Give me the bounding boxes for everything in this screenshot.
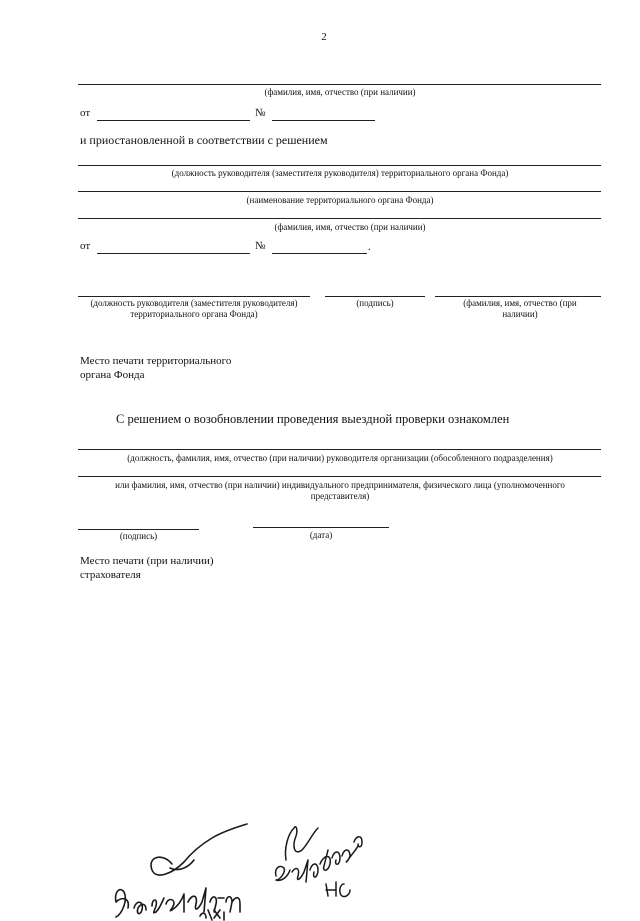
- fio-caption-2: (фамилия, имя, отчество (при наличии): [274, 222, 426, 232]
- fio-line-1: [78, 84, 601, 85]
- acquaint-caption-2: или фамилия, имя, отчество (при наличии) индивидуального предпринимателя, физического лица (уполномоченного представителя): [115, 480, 565, 501]
- org-caption: (наименование территориального органа Фонда): [246, 195, 434, 205]
- stamp-text-insured: Место печати (при наличии) страхователя: [80, 555, 214, 581]
- from-label-1: от: [80, 107, 91, 119]
- from-label-2: от: [80, 240, 91, 252]
- number-field-2[interactable]: [272, 253, 367, 254]
- acquaint-date-line[interactable]: [253, 527, 389, 528]
- sig-caption: (подпись): [356, 298, 394, 308]
- stamp-text-territorial: Место печати территориального органа Фонда: [80, 355, 232, 381]
- acquaint-line-2: [78, 476, 601, 477]
- acquaint-sig-line[interactable]: [78, 529, 199, 530]
- decision-heading: С решением о возобновлении проведения выездной проверки ознакомлен: [116, 412, 510, 426]
- date-field-2[interactable]: [97, 253, 250, 254]
- number-label-1: №: [255, 107, 266, 119]
- number-field-1[interactable]: [272, 120, 375, 121]
- period-mark: .: [368, 241, 371, 253]
- sig-position-line: [78, 296, 310, 297]
- number-label-2: №: [255, 240, 266, 252]
- page-number: 2: [321, 31, 327, 43]
- handwritten-signature-right: [262, 820, 372, 900]
- position-line: [78, 165, 601, 166]
- acquaint-sig-caption: (подпись): [119, 531, 158, 541]
- sig-position-caption: (должность руководителя (заместителя руководителя) территориального органа Фонда): [90, 298, 298, 319]
- suspended-text: и приостановленной в соответствии с решением: [80, 133, 328, 147]
- date-field-1[interactable]: [97, 120, 250, 121]
- position-caption: (должность руководителя (заместителя руководителя) территориального органа Фонда): [171, 168, 509, 178]
- acquaint-line-1: [78, 449, 601, 450]
- sig-fio-line: [435, 296, 601, 297]
- handwritten-signature-left: [112, 822, 262, 921]
- fio-caption-1: (фамилия, имя, отчество (при наличии): [264, 87, 416, 97]
- fio-line-2: [78, 218, 601, 219]
- org-line: [78, 191, 601, 192]
- acquaint-caption-1: (должность, фамилия, имя, отчество (при наличии) руководителя организации (обособленного подразделения): [127, 453, 553, 463]
- acquaint-date-caption: (дата): [309, 530, 333, 540]
- sig-fio-caption: (фамилия, имя, отчество (при наличии): [463, 298, 577, 319]
- sig-line[interactable]: [325, 296, 425, 297]
